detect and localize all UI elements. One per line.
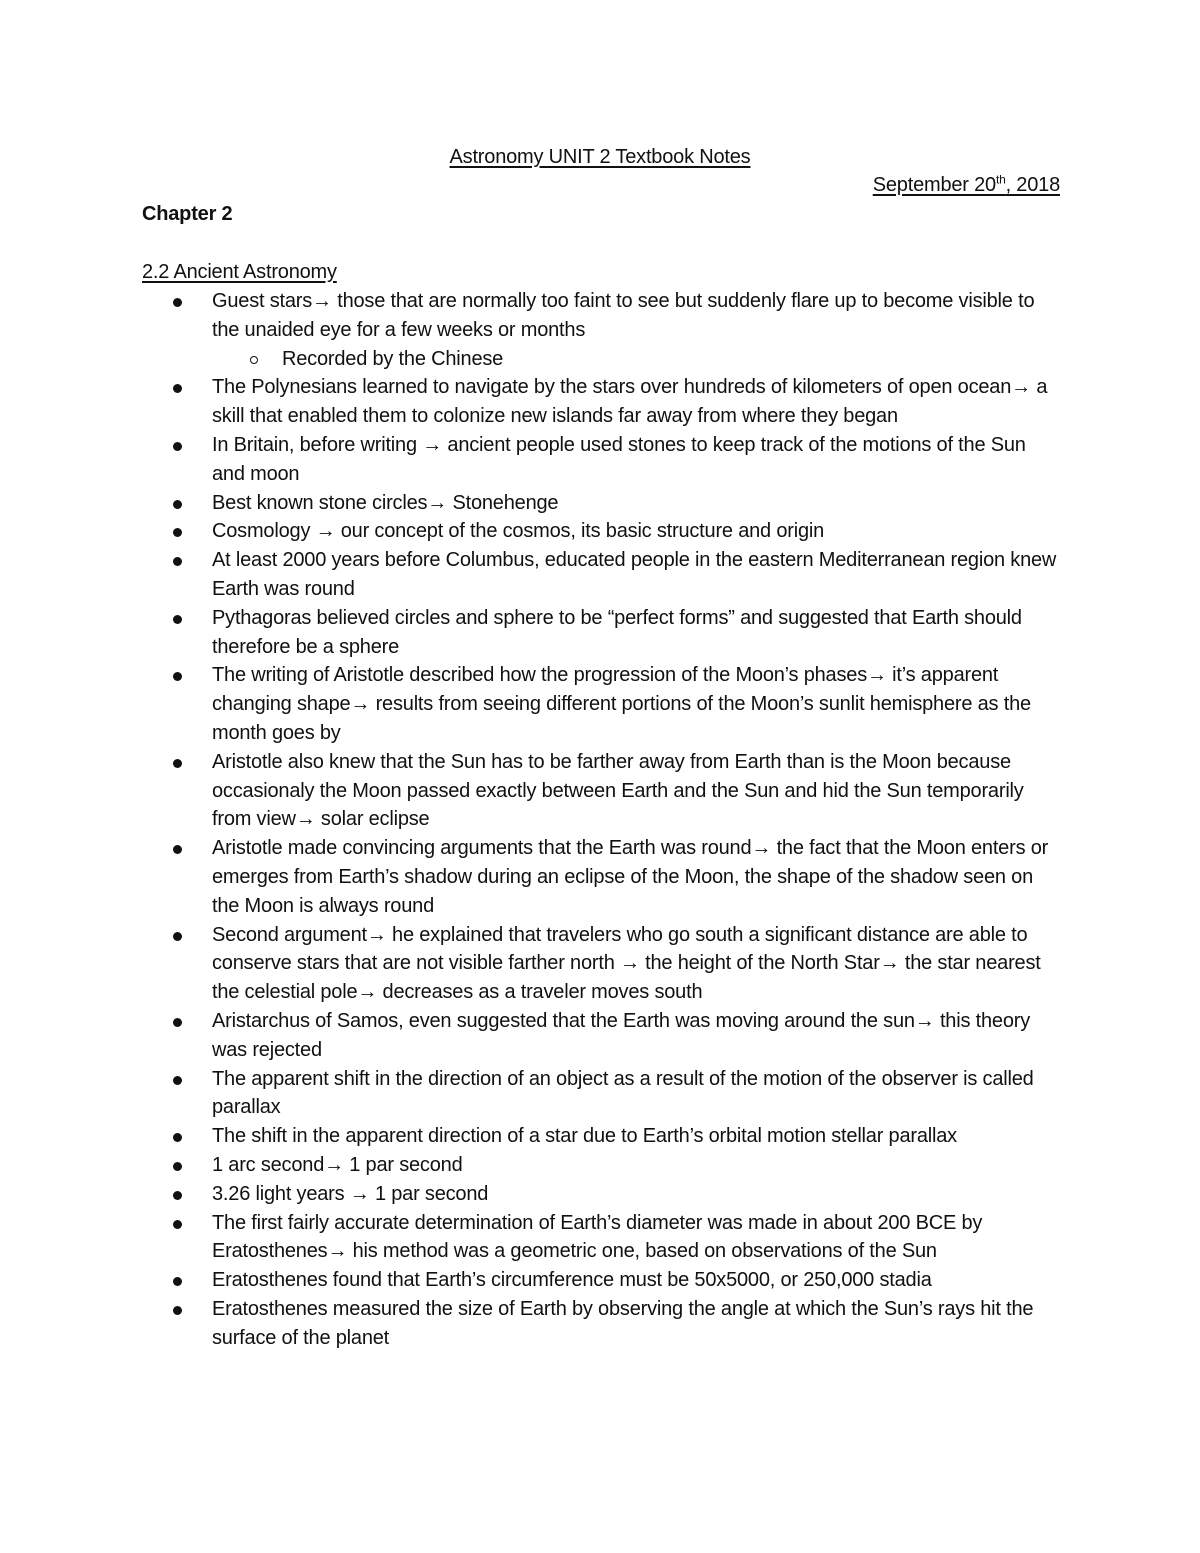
bullet-icon — [173, 298, 182, 307]
note-text: In Britain, before writing → ancient people used stones to keep track of the motions of the Sun and moon — [212, 433, 1026, 485]
note-text: The first fairly accurate determination of Earth’s diameter was made in about 200 BCE by Eratosthenes→ his method was a geometric one, based on observations of the Sun — [212, 1211, 983, 1263]
list-item — [0, 661, 1062, 747]
bullet-icon — [173, 1306, 182, 1315]
bullet-icon — [173, 1162, 182, 1171]
date-prefix: September 20 — [872, 174, 996, 196]
list-item — [0, 546, 1062, 604]
note-text: Guest stars→ those that are normally too faint to see but suddenly flare up to become visible to the unaided eye for a few weeks or months — [212, 290, 1035, 341]
bullet-icon — [173, 442, 182, 451]
bullet-icon — [173, 759, 182, 768]
list-item — [0, 604, 1062, 662]
note-text: The apparent shift in the direction of an object as a result of the motion of the observer is called parallax — [212, 1067, 1034, 1119]
document-date — [873, 172, 1060, 198]
note-text: At least 2000 years before Columbus, educated people in the eastern Mediterranean region knew Earth was round — [212, 549, 1057, 600]
note-text: The shift in the apparent direction of a star due to Earth’s orbital motion stellar parallax — [212, 1125, 957, 1148]
sub-list — [212, 345, 1062, 374]
bullet-icon — [173, 845, 182, 854]
bullet-icon — [173, 528, 182, 537]
list-item — [0, 1266, 1062, 1295]
date-rest: , 2018 — [1005, 174, 1060, 196]
note-text: Aristotle also knew that the Sun has to be farther away from Earth than is the Moon because occasionaly the Moon passed exactly between Earth and the Sun and hid the Sun temporarily from view→ solar eclipse — [212, 750, 1024, 831]
chapter-heading: Chapter 2 — [142, 203, 233, 225]
bullet-icon — [173, 932, 182, 941]
list-item — [0, 1295, 1062, 1353]
hollow-bullet-icon — [250, 356, 258, 364]
list-item — [0, 834, 1062, 920]
note-text: The Polynesians learned to navigate by the stars over hundreds of kilometers of open ocean→ a skill that enabled them to colonize new islands far away from where they began — [212, 376, 1048, 428]
document-title: Astronomy UNIT 2 Textbook Notes — [449, 146, 751, 168]
sub-note-text: Recorded by the Chinese — [282, 347, 504, 370]
list-item — [0, 489, 1062, 518]
list-item — [0, 431, 1062, 489]
note-text: Second argument→ he explained that travelers who go south a significant distance are able to conserve stars that are not visible farther north → the height of the North Star→ the star nearest the celestial pole→ decreases as a traveler moves south — [212, 923, 1041, 1004]
list-item — [0, 1007, 1062, 1065]
note-text: Best known stone circles→ Stonehenge — [212, 491, 559, 514]
list-item — [0, 517, 1062, 546]
bullet-icon — [173, 1018, 182, 1027]
bullet-icon — [173, 384, 182, 393]
bullet-icon — [173, 500, 182, 509]
list-item — [0, 748, 1062, 834]
note-text: Pythagoras believed circles and sphere to be “perfect forms” and suggested that Earth should therefore be a sphere — [212, 606, 1022, 658]
bullet-icon — [173, 1220, 182, 1229]
notes-list — [0, 287, 1200, 1352]
bullet-icon — [173, 557, 182, 566]
note-text: 3.26 light years → 1 par second — [212, 1182, 489, 1205]
date-suffix: th — [995, 172, 1006, 187]
bullet-icon — [173, 1076, 182, 1085]
note-text: Cosmology → our concept of the cosmos, its basic structure and origin — [212, 520, 825, 543]
note-text: Aristarchus of Samos, even suggested that the Earth was moving around the sun→ this theory was rejected — [212, 1009, 1031, 1061]
note-text: Eratosthenes measured the size of Earth by observing the angle at which the Sun’s rays hit the surface of the planet — [212, 1297, 1034, 1349]
list-item — [0, 287, 1062, 373]
bullet-icon — [173, 1133, 182, 1142]
bullet-icon — [173, 615, 182, 624]
bullet-icon — [173, 1277, 182, 1286]
sub-list-item — [212, 345, 1062, 374]
bullet-icon — [173, 1191, 182, 1200]
bullet-icon — [173, 672, 182, 681]
list-item — [0, 1122, 1062, 1151]
list-item — [0, 1151, 1062, 1180]
note-text: The writing of Aristotle described how the progression of the Moon’s phases→ it’s apparent changing shape→ results from seeing different portions of the Moon’s sunlit hemisphere as the month goes by — [212, 664, 1031, 744]
section-heading: 2.2 Ancient Astronomy — [142, 261, 337, 283]
list-item — [0, 921, 1062, 1007]
list-item — [0, 1180, 1062, 1209]
list-item — [0, 1065, 1062, 1123]
note-text: Aristotle made convincing arguments that the Earth was round→ the fact that the Moon enters or emerges from Earth’s shadow during an eclipse of the Moon, the shape of the shadow seen on the Moon is always round — [212, 837, 1049, 917]
list-item — [0, 373, 1062, 431]
list-item — [0, 1209, 1062, 1267]
note-text: 1 arc second→ 1 par second — [212, 1153, 463, 1176]
note-text: Eratosthenes found that Earth’s circumference must be 50x5000, or 250,000 stadia — [212, 1269, 932, 1292]
